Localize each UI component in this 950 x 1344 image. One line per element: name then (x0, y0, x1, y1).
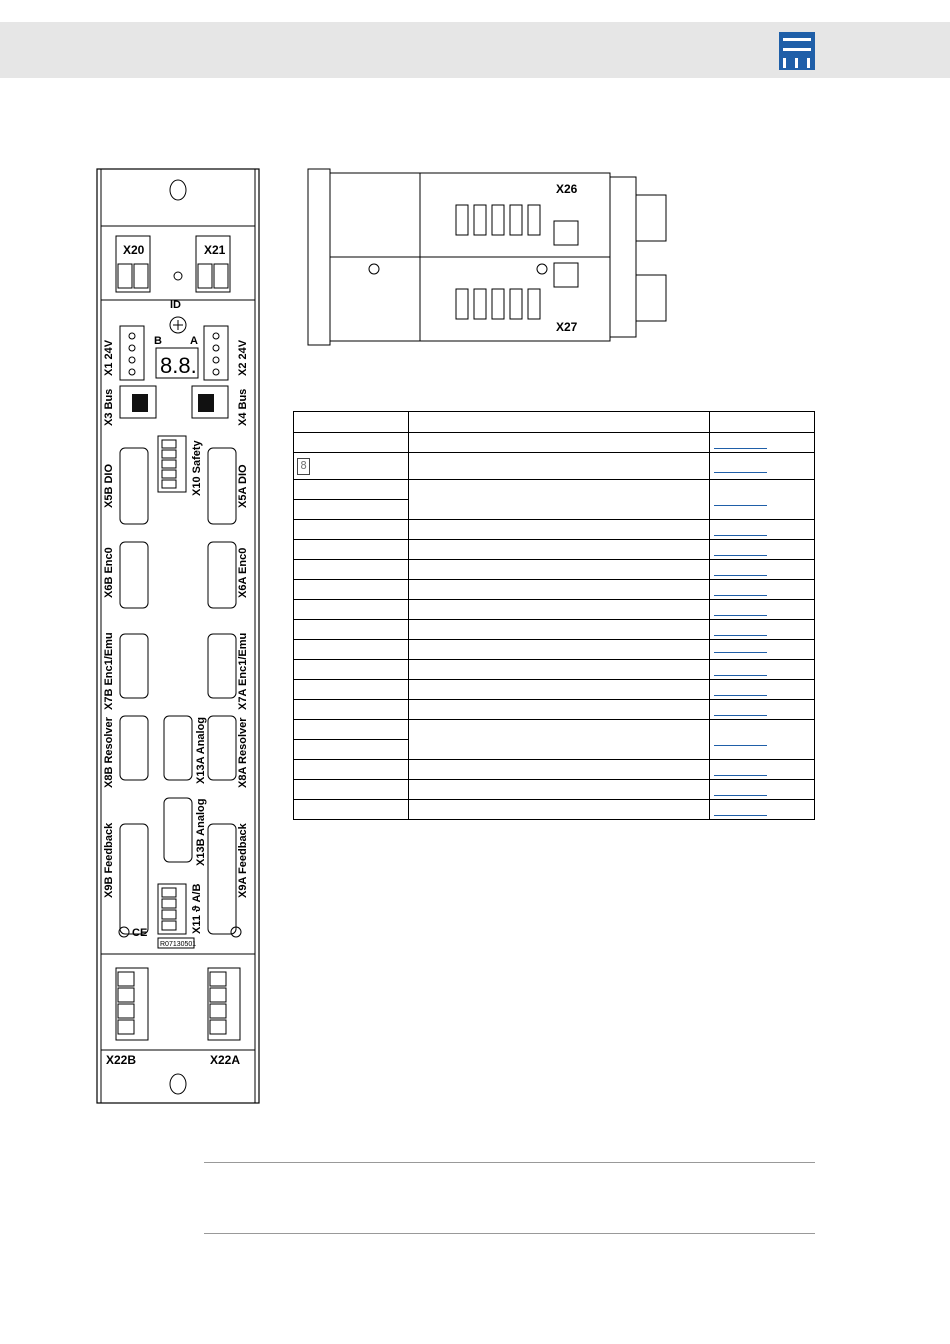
table-link[interactable] (714, 603, 767, 616)
table-link[interactable] (714, 783, 767, 796)
device-front-view (96, 168, 260, 1104)
x20-label: X20 (123, 243, 145, 257)
table-row (294, 520, 815, 540)
company-logo-icon (779, 32, 815, 70)
table-row (294, 580, 815, 600)
device-top-view (306, 165, 686, 350)
x2-label: X2 24V (237, 339, 249, 376)
table-link[interactable] (714, 436, 767, 449)
x13b-label: X13B Analog (195, 798, 207, 866)
x13a-label: X13A Analog (195, 716, 207, 784)
x3-label: X3 Bus (103, 388, 115, 426)
table-link[interactable] (714, 640, 767, 653)
x9a-label: X9A Feedback (237, 823, 249, 898)
table-row (294, 480, 815, 500)
table-row (294, 760, 815, 780)
table-row (294, 680, 815, 700)
table-link[interactable] (714, 733, 767, 746)
display-b-label: B (154, 335, 162, 347)
table-link[interactable] (714, 583, 767, 596)
table-link[interactable] (714, 523, 767, 536)
x21-label: X21 (204, 243, 226, 257)
x22a-label: X22A (210, 1053, 241, 1067)
table-link[interactable] (714, 460, 767, 473)
svg-text:8.8.: 8.8. (160, 353, 197, 378)
table-row (294, 453, 815, 480)
table-row (294, 600, 815, 620)
table-header-cell (408, 412, 710, 433)
table-header-cell (294, 412, 409, 433)
table-link[interactable] (714, 663, 767, 676)
table-link[interactable] (714, 493, 767, 506)
x8b-label: X8B Resolver (103, 717, 115, 788)
x4-label: X4 Bus (237, 388, 249, 426)
table-link[interactable] (714, 543, 767, 556)
table-link[interactable] (714, 703, 767, 716)
display-a-label: A (190, 335, 198, 347)
table-row (294, 700, 815, 720)
serial-label: R07130501 (160, 941, 197, 948)
x7a-label: X7A Enc1/Emu (237, 632, 249, 710)
x6a-label: X6A Enc0 (237, 547, 249, 598)
x9b-label: X9B Feedback (103, 822, 115, 898)
footer-divider-top (204, 1162, 815, 1163)
table-row (294, 640, 815, 660)
footer-divider-bottom (204, 1233, 815, 1234)
table-row (294, 540, 815, 560)
x5a-label: X5A DIO (237, 464, 249, 508)
table-row (294, 780, 815, 800)
table-row (294, 560, 815, 580)
x8a-label: X8A Resolver (237, 717, 249, 788)
table-link[interactable] (714, 623, 767, 636)
x7b-label: X7B Enc1/Emu (103, 632, 115, 710)
id-label: ID (170, 299, 181, 311)
x11-label: X11 ϑ A/B (191, 883, 203, 934)
seven-segment-icon: 8 (297, 458, 310, 475)
table-header-cell (710, 412, 815, 433)
table-header-row (294, 412, 815, 433)
connector-table (293, 411, 815, 820)
table-link[interactable] (714, 803, 767, 816)
x1-label: X1 24V (103, 339, 115, 376)
x5b-label: X5B DIO (103, 463, 115, 508)
x27-label: X27 (556, 320, 578, 334)
table-link[interactable] (714, 763, 767, 776)
table-row (294, 720, 815, 740)
x10-label: X10 Safety (191, 440, 203, 496)
table-link[interactable] (714, 683, 767, 696)
x6b-label: X6B Enc0 (103, 547, 115, 598)
x26-label: X26 (556, 182, 578, 196)
x22b-label: X22B (106, 1053, 137, 1067)
ce-mark: CE (132, 927, 148, 939)
table-row (294, 620, 815, 640)
table-row (294, 800, 815, 820)
table-row (294, 660, 815, 680)
table-row (294, 433, 815, 453)
table-link[interactable] (714, 563, 767, 576)
